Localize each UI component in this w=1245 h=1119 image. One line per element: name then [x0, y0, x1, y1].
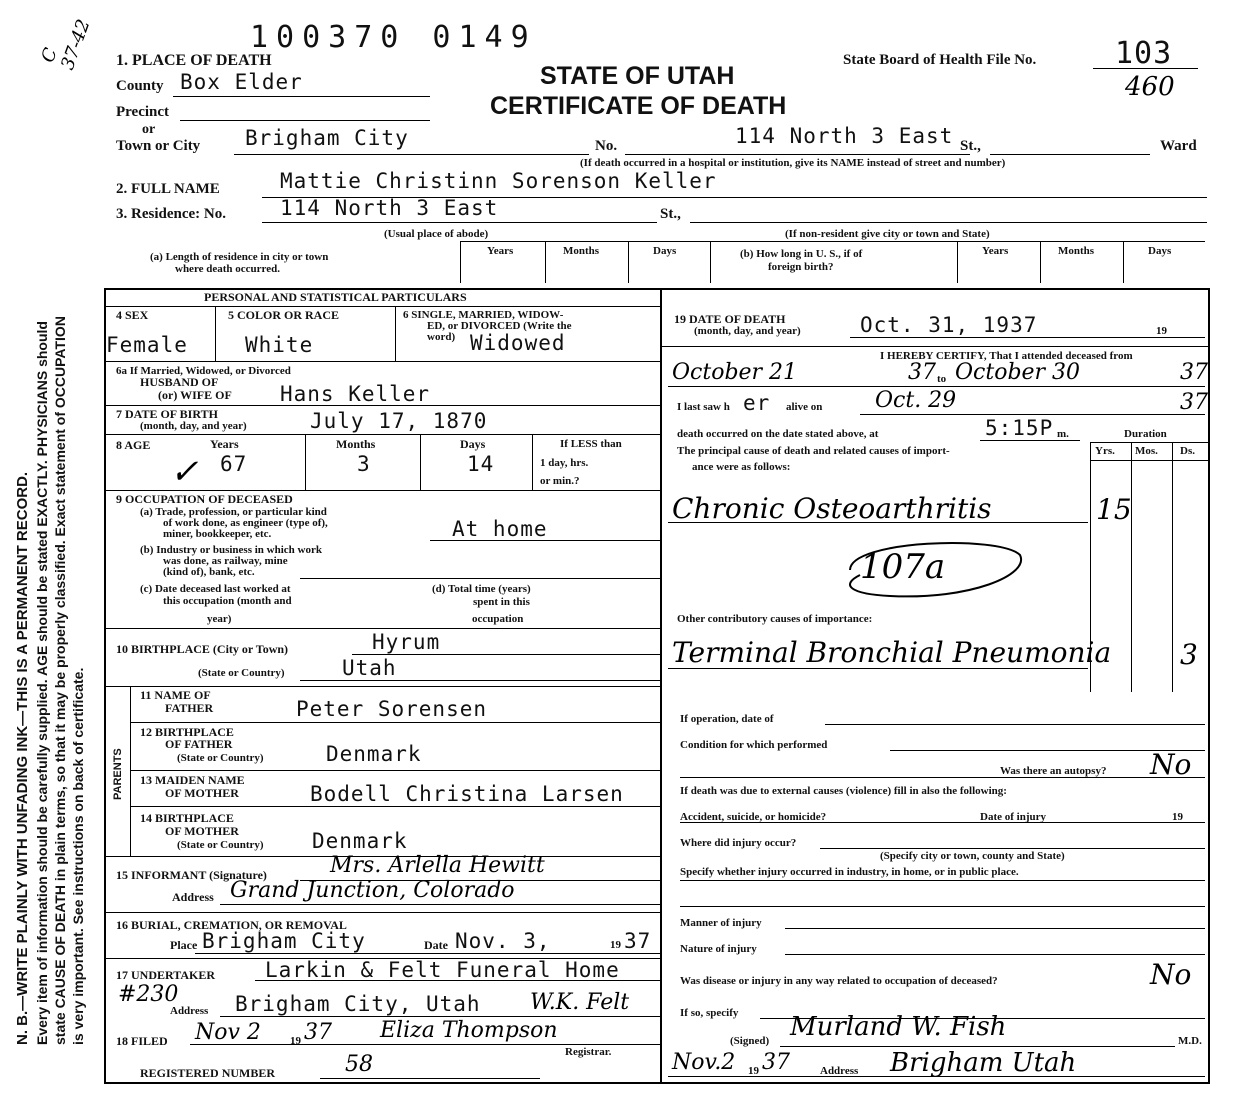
- cause-of-death: Chronic Osteoarthritis: [672, 492, 992, 525]
- occupation-c1: (c) Date deceased last worked at: [140, 583, 291, 595]
- hospital-note: (If death occurred in a hospital or institution, give its NAME instead of street and number): [580, 157, 1006, 169]
- months-label-2: Months: [1058, 245, 1095, 257]
- undertaker-number: #230: [118, 982, 179, 1007]
- place-address: 114 North 3 East: [735, 124, 954, 148]
- contributory-cause: Terminal Bronchial Pneumonia: [672, 636, 1112, 669]
- burial-date: Nov. 3,: [455, 929, 551, 953]
- principal-label-b: ance were as follows:: [692, 461, 791, 473]
- burial-place-label: Place: [170, 938, 198, 952]
- mbirth-label-c: (State or Country): [177, 839, 264, 851]
- specify-city-note: (Specify city or town, county and State): [880, 850, 1065, 862]
- lastsaw-her: er: [743, 391, 771, 415]
- title-certificate: CERTIFICATE OF DEATH: [490, 92, 787, 120]
- town-label: Town or City: [116, 138, 201, 154]
- howlong-label-b: foreign birth?: [768, 261, 834, 273]
- father: Peter Sorensen: [296, 697, 488, 721]
- attended-to: October 30: [955, 360, 1081, 385]
- lastsaw-label-a: I last saw h: [677, 401, 730, 413]
- full-name-label: 2. FULL NAME: [116, 181, 220, 197]
- dod-label-b: (month, day, and year): [694, 325, 801, 337]
- signed-label: (Signed): [730, 1035, 770, 1047]
- residence: 114 North 3 East: [280, 196, 499, 220]
- marital-label-a: 6 SINGLE, MARRIED, WIDOW-: [403, 309, 564, 321]
- birthplace-city: Hyrum: [372, 630, 441, 654]
- months-label: Months: [336, 437, 376, 451]
- principal-label-a: The principal cause of death and related causes of import-: [677, 445, 950, 457]
- occupation-d3: occupation: [472, 613, 524, 625]
- spouse-label-b: HUSBAND OF: [140, 375, 219, 389]
- color: White: [245, 333, 314, 357]
- father-label-b: FATHER: [165, 701, 214, 715]
- m-label: m.: [1057, 428, 1069, 440]
- birthplace-state: Utah: [342, 656, 397, 680]
- father-birthplace: Denmark: [326, 742, 422, 766]
- dod-label-a: 19 DATE OF DEATH: [674, 312, 786, 326]
- birthplace-label: 10 BIRTHPLACE (City or Town): [116, 642, 289, 656]
- informant-address: Grand Junction, Colorado: [230, 878, 515, 903]
- personal-header: PERSONAL AND STATISTICAL PARTICULARS: [204, 290, 467, 304]
- physician-signature: Murland W. Fish: [790, 1012, 1007, 1042]
- sex-label: 4 SEX: [116, 308, 149, 322]
- certify-label: I HEREBY CERTIFY, That I attended deceased from: [880, 350, 1133, 362]
- undertaker-signature: W.K. Felt: [530, 990, 630, 1015]
- age-check: ✓: [170, 452, 199, 492]
- lastsaw-year: 37: [1180, 390, 1208, 415]
- howlong-label-a: (b) How long in U. S., if of: [740, 248, 863, 260]
- external-label: If death was due to external causes (violence) fill in also the following:: [680, 785, 1007, 797]
- cause-code: 107a: [860, 547, 946, 587]
- county-label: County: [116, 78, 164, 94]
- date-of-death: Oct. 31, 1937: [860, 313, 1038, 337]
- accident-label: Accident, suicide, or homicide?: [680, 811, 827, 823]
- ward-label: Ward: [1160, 138, 1197, 154]
- margin-note-2: Every item of information should be carefully supplied. AGE should be stated EXACTLY. PHYSICIANS should: [34, 321, 50, 1045]
- precinct-label: Precinct: [116, 104, 170, 120]
- death-time: 5:15P: [985, 416, 1054, 440]
- usual-abode-note: (Usual place of abode): [384, 228, 489, 240]
- parents-label: PARENTS: [112, 748, 124, 800]
- regnum: 58: [345, 1052, 373, 1077]
- occupation-a1: (a) Trade, profession, or particular kind: [140, 506, 327, 518]
- fbirth-label-c: (State or Country): [177, 752, 264, 764]
- fbirth-label-b: OF FATHER: [165, 737, 233, 751]
- mother-label-a: 13 MAIDEN NAME: [140, 773, 245, 787]
- burial-year-prefix: 19: [610, 939, 621, 951]
- dob-label-a: 7 DATE OF BIRTH: [116, 407, 218, 421]
- occupation-b3: (kind of), bank, etc.: [163, 566, 255, 578]
- cause-duration: 15: [1096, 493, 1132, 526]
- autopsy: No: [1150, 748, 1192, 781]
- informant-address-label: Address: [172, 890, 214, 904]
- duration-label: Duration: [1124, 428, 1167, 440]
- undertaker-address: Brigham City, Utah: [235, 992, 481, 1016]
- less-label-a: If LESS than: [560, 438, 622, 450]
- yrs-label: Yrs.: [1095, 445, 1115, 457]
- full-name: Mattie Christinn Sorenson Keller: [280, 169, 717, 193]
- residence-label: 3. Residence: No.: [116, 206, 226, 222]
- death-time-label: death occurred on the date stated above, at: [677, 428, 879, 440]
- lastsaw-label-b: alive on: [786, 401, 823, 413]
- mother-birthplace: Denmark: [312, 829, 408, 853]
- years-label-1: Years: [487, 245, 514, 257]
- undertaker-label: 17 UNDERTAKER: [116, 968, 216, 982]
- ds-label: Ds.: [1180, 445, 1195, 457]
- years-label: Years: [210, 437, 239, 451]
- marital: Widowed: [470, 331, 566, 355]
- dob: July 17, 1870: [310, 409, 488, 433]
- burial-date-label: Date: [424, 938, 448, 952]
- registrar-signature: Eliza Thompson: [380, 1018, 558, 1043]
- registrar-label: Registrar.: [565, 1046, 612, 1058]
- residence-st-label: St.,: [660, 206, 681, 222]
- occupation-d2: spent in this: [473, 596, 530, 608]
- undertaker: Larkin & Felt Funeral Home: [265, 958, 620, 982]
- physician-address: Brigham Utah: [890, 1048, 1077, 1078]
- marital-label-c: word): [427, 331, 456, 343]
- autopsy-label: Was there an autopsy?: [1000, 765, 1107, 777]
- days-label-1: Days: [653, 245, 677, 257]
- st-label: St.,: [960, 138, 981, 154]
- industry-label: Specify whether injury occurred in industry, in home, or in public place.: [680, 866, 1019, 878]
- town: Brigham City: [245, 126, 409, 150]
- occupation-b1: (b) Industry or business in which work: [140, 544, 322, 556]
- county: Box Elder: [180, 70, 303, 94]
- occupation-label: 9 OCCUPATION OF DECEASED: [116, 492, 293, 506]
- fbirth-label-a: 12 BIRTHPLACE: [140, 725, 234, 739]
- dob-label-b: (month, day, and year): [140, 420, 247, 432]
- occupation-b2: was done, as railway, mine: [163, 555, 288, 567]
- corner-note: C 37-42: [37, 16, 95, 73]
- sign-date: Nov.2: [672, 1050, 736, 1075]
- sign-year: 37: [762, 1050, 790, 1075]
- birthplace-state-label: (State or Country): [198, 667, 285, 679]
- serial-number: 100370 0149: [250, 20, 537, 55]
- informant-signature: Mrs. Arlella Hewitt: [330, 853, 545, 878]
- age-months: 3: [357, 452, 371, 476]
- informant-label: 15 INFORMANT (Signature): [116, 868, 267, 882]
- father-label-a: 11 NAME OF: [140, 688, 211, 702]
- marital-label-b: ED, or DIVORCED (Write the: [427, 320, 572, 332]
- file-no-2: 460: [1125, 72, 1175, 102]
- occupation-a2: of work done, as engineer (type of),: [163, 517, 328, 529]
- contributory-duration: 3: [1180, 638, 1198, 671]
- manner-label: Manner of injury: [680, 917, 762, 929]
- color-label: 5 COLOR OR RACE: [228, 308, 340, 322]
- occ-related: No: [1150, 958, 1192, 991]
- occ-related-label: Was disease or injury in any way related to occupation of deceased?: [680, 975, 998, 987]
- occupation-c2: this occupation (month and: [163, 595, 292, 607]
- attended-from: October 21: [672, 360, 798, 385]
- cause-code-circle: [830, 530, 1030, 605]
- injury-date-label: Date of injury: [980, 811, 1046, 823]
- contrib-label: Other contributory causes of importance:: [677, 613, 873, 625]
- margin-note-4: is very important. See instructions on back of certificate.: [70, 667, 86, 1045]
- days-label-2: Days: [1148, 245, 1172, 257]
- occupation: At home: [452, 517, 548, 541]
- regnum-label: REGISTERED NUMBER: [140, 1066, 276, 1080]
- filed-date: Nov 2: [195, 1020, 261, 1045]
- age-years: 67: [220, 452, 248, 476]
- no-label: No.: [595, 138, 618, 154]
- file-no-label: State Board of Health File No.: [843, 52, 1037, 68]
- filed-year-prefix: 19: [290, 1035, 301, 1047]
- md-label: M.D.: [1178, 1035, 1202, 1047]
- operation-label: If operation, date of: [680, 713, 774, 725]
- occupation-d1: (d) Total time (years): [432, 583, 531, 595]
- occupation-c3: year): [207, 613, 232, 625]
- days-label: Days: [460, 437, 486, 451]
- filed-label: 18 FILED: [116, 1034, 168, 1048]
- mbirth-label-a: 14 BIRTHPLACE: [140, 811, 234, 825]
- less-label-b: 1 day, hrs.: [540, 457, 589, 469]
- length-label-b: where death occurred.: [175, 263, 280, 275]
- mother-label-b: OF MOTHER: [165, 786, 239, 800]
- less-label-c: or min.?: [540, 475, 580, 487]
- burial-place: Brigham City: [202, 929, 366, 953]
- or-label: or: [142, 122, 156, 137]
- title-state: STATE OF UTAH: [540, 62, 735, 90]
- spouse: Hans Keller: [280, 382, 431, 406]
- undertaker-address-label: Address: [170, 1005, 209, 1017]
- spouse-label-c: (or) WIFE OF: [158, 388, 232, 402]
- injury-year-prefix: 19: [1172, 811, 1183, 823]
- lastsaw-date: Oct. 29: [875, 388, 957, 413]
- age-days: 14: [467, 452, 495, 476]
- place-label: 1. PLACE OF DEATH: [116, 52, 272, 69]
- burial-label: 16 BURIAL, CREMATION, OR REMOVAL: [116, 918, 347, 932]
- ifso-label: If so, specify: [680, 1007, 739, 1019]
- margin-note-1: N. B.—WRITE PLAINLY WITH UNFADING INK—THIS IS A PERMANENT RECORD.: [14, 471, 31, 1045]
- years-label-2: Years: [982, 245, 1009, 257]
- to-label: to: [937, 373, 947, 385]
- sign-year-prefix: 19: [748, 1065, 759, 1077]
- mos-label: Mos.: [1135, 445, 1158, 457]
- attended-from-year: 37: [908, 360, 936, 385]
- nature-label: Nature of injury: [680, 943, 757, 955]
- length-label-a: (a) Length of residence in city or town: [150, 251, 329, 263]
- margin-note-3: state CAUSE OF DEATH in plain terms, so that it may be properly classified. Exact statement of OCCUPATION: [52, 316, 68, 1045]
- file-no: 103: [1115, 36, 1173, 71]
- spouse-label-a: 6a If Married, Widowed, or Divorced: [116, 365, 291, 377]
- nonresident-note: (If non-resident give city or town and State): [785, 228, 990, 240]
- attended-to-year: 37: [1180, 360, 1208, 385]
- dod-year-prefix: 19: [1156, 325, 1167, 337]
- burial-year: 37: [624, 929, 652, 953]
- filed-year: 37: [304, 1020, 332, 1045]
- condition-label: Condition for which performed: [680, 739, 828, 751]
- age-label: 8 AGE: [116, 438, 151, 452]
- sex: Female: [106, 333, 188, 357]
- physician-address-label: Address: [820, 1065, 859, 1077]
- occupation-a3: miner, bookkeeper, etc.: [163, 528, 272, 540]
- where-label: Where did injury occur?: [680, 837, 797, 849]
- mother: Bodell Christina Larsen: [310, 782, 624, 806]
- mbirth-label-b: OF MOTHER: [165, 824, 239, 838]
- months-label-1: Months: [563, 245, 600, 257]
